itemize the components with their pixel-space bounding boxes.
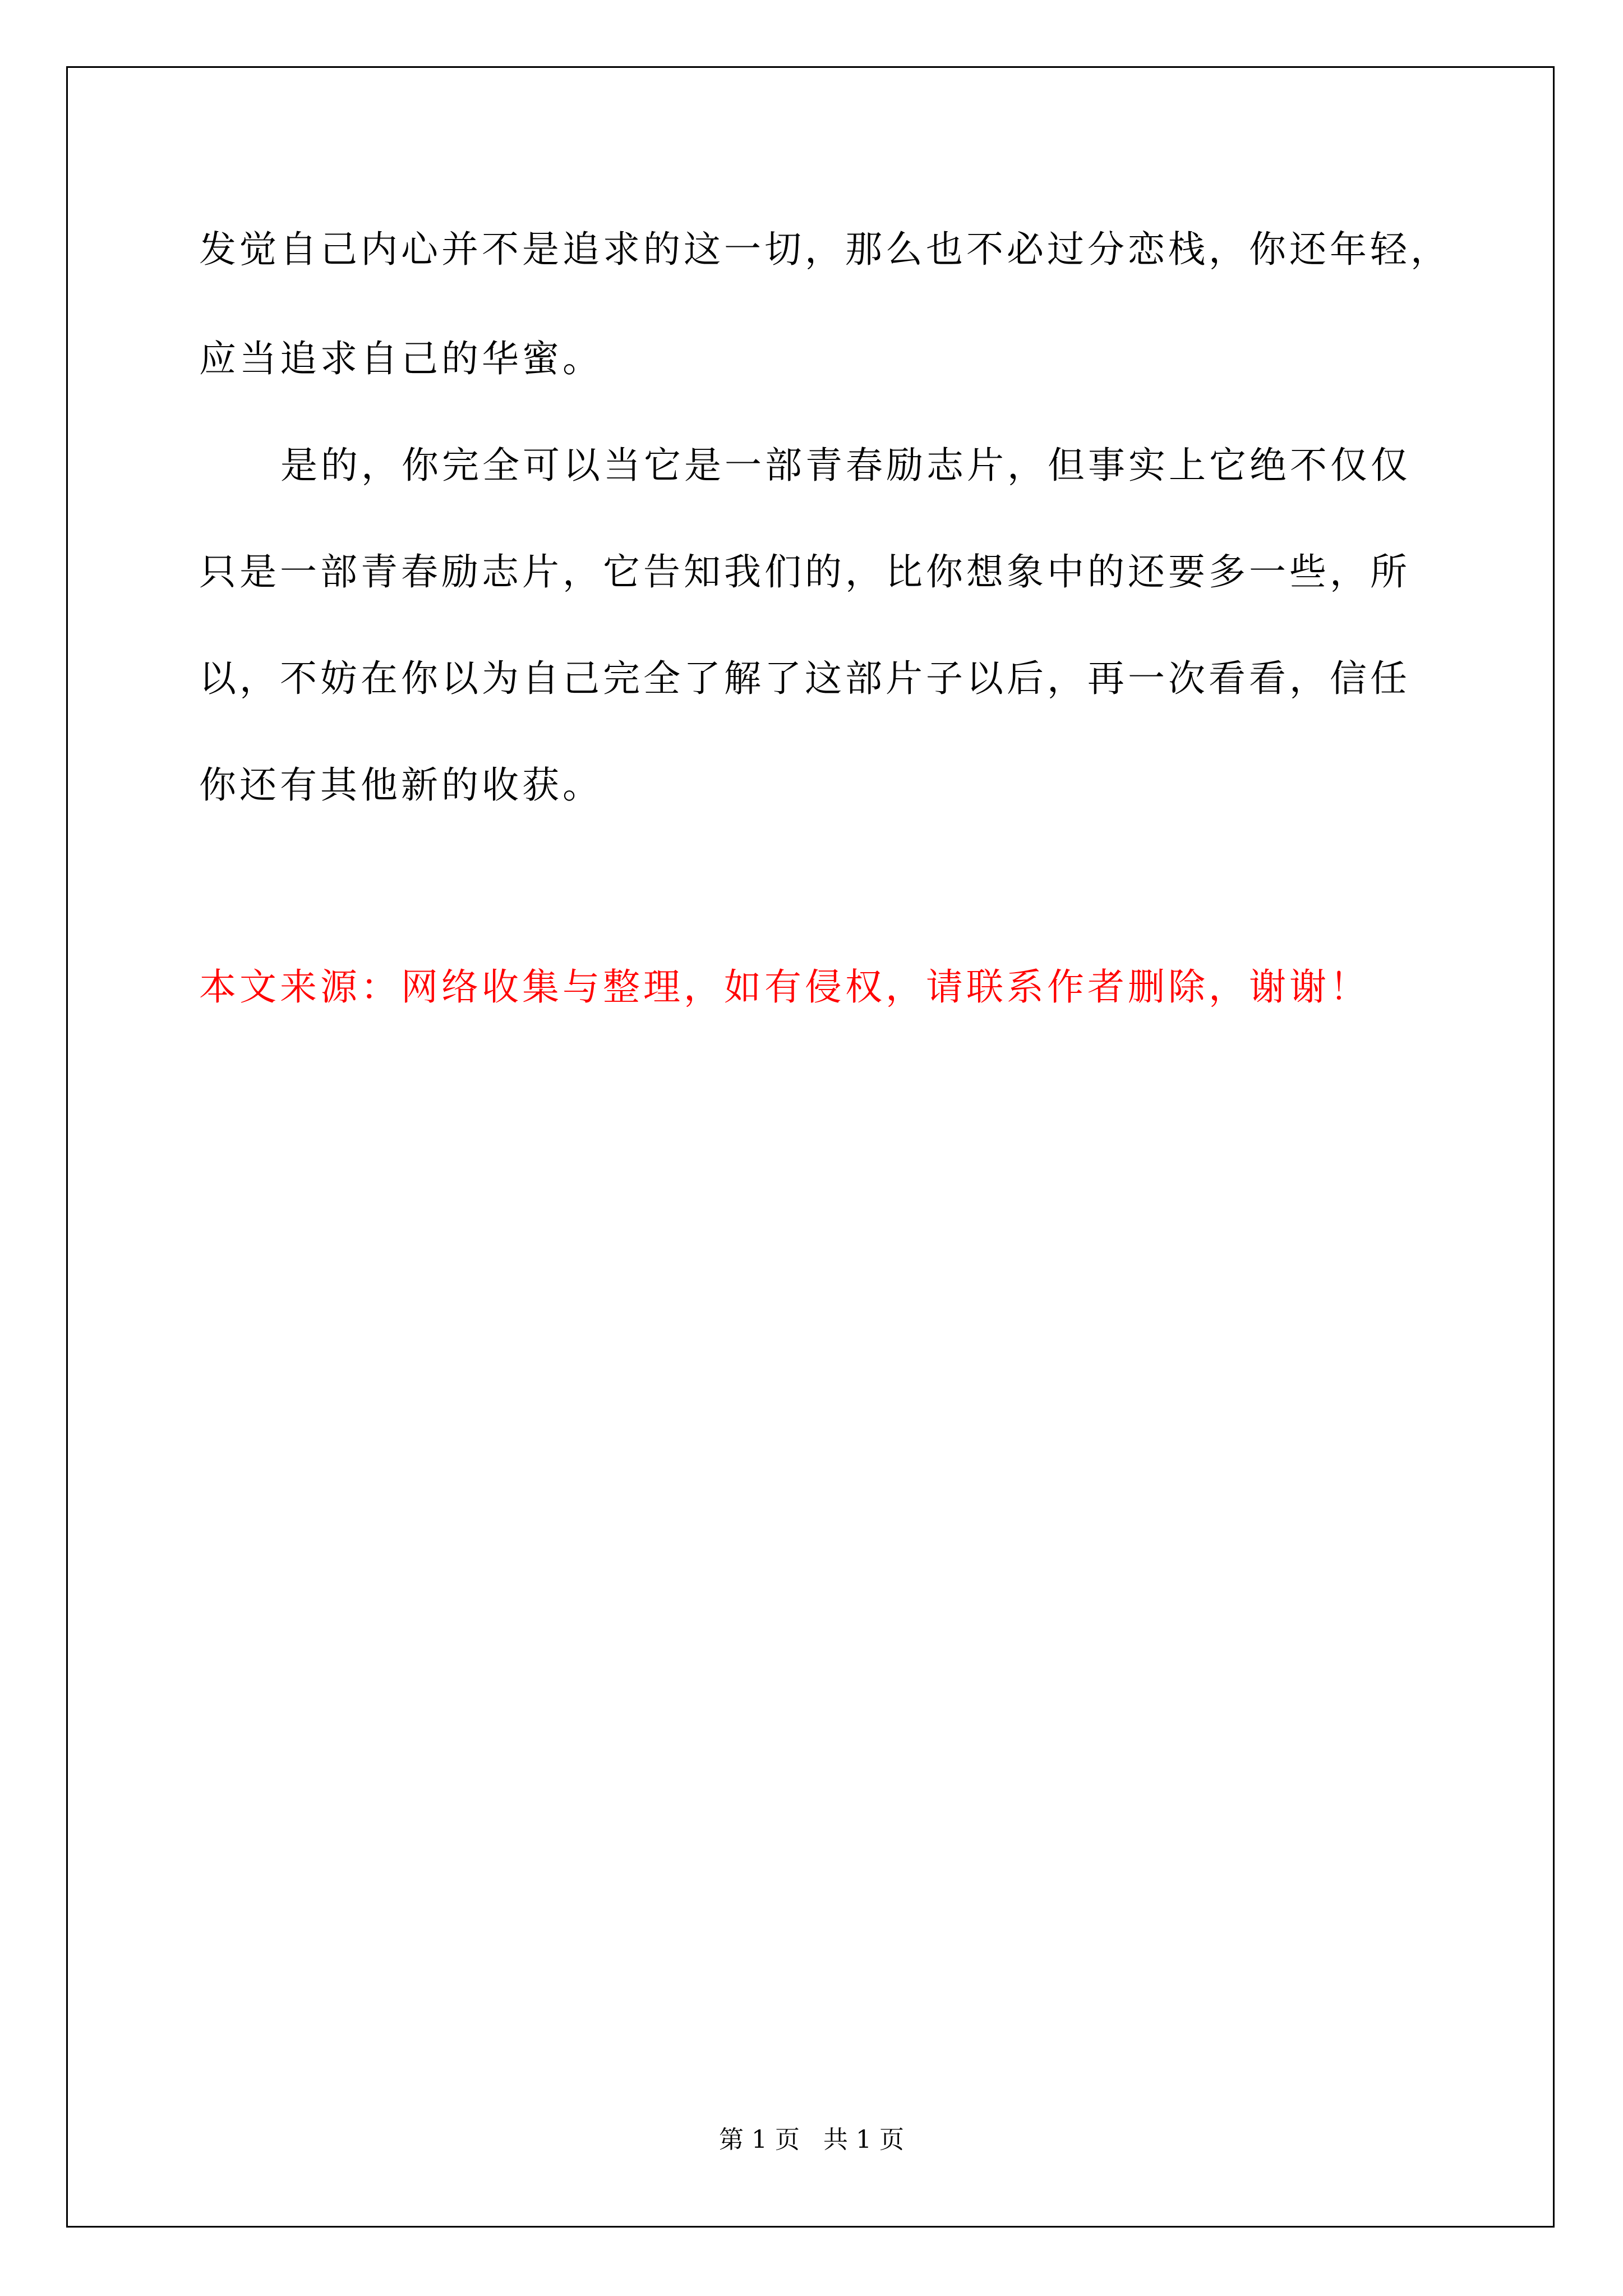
source-note: 本文来源：网络收集与整理，如有侵权，请联系作者删除，谢谢！ — [199, 965, 1370, 1009]
page-footer: 第 1 页 共 1 页 — [719, 2125, 904, 2154]
paragraph-2-line-2: 只是一部青春励志片，它告知我们的，比你想象中的还要多一些，所 — [199, 550, 1410, 593]
page-frame — [66, 66, 1555, 2228]
paragraph-1-line-1: 发觉自己内心并不是追求的这一切，那么也不必过分恋栈，你还年轻， — [199, 228, 1451, 271]
paragraph-2-line-4: 你还有其他新的收获。 — [199, 763, 603, 807]
paragraph-2-line-1: 是的，你完全可以当它是一部青春励志片，但事实上它绝不仅仅 — [280, 444, 1411, 487]
paragraph-1-line-2: 应当追求自己的华蜜。 — [199, 337, 603, 380]
paragraph-2-line-3: 以，不妨在你以为自己完全了解了这部片子以后，再一次看看，信任 — [199, 657, 1410, 700]
